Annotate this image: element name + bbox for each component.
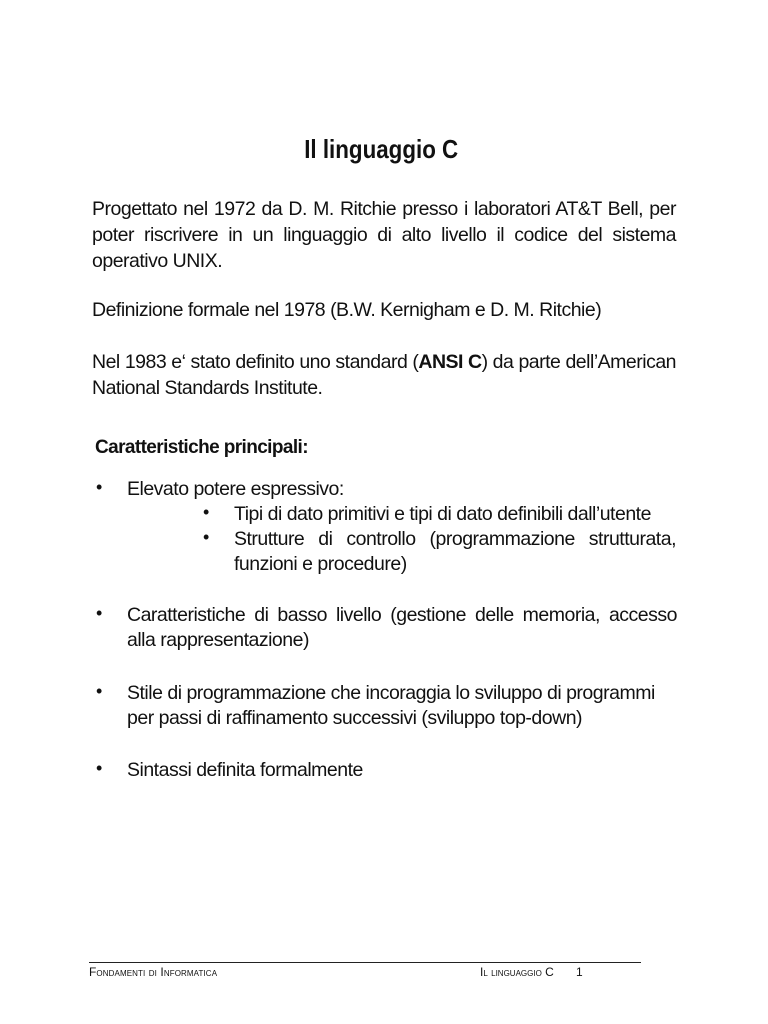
bullet-item: Sintassi definita formalmente xyxy=(127,759,363,781)
page-title: Il linguaggio C xyxy=(304,134,459,164)
bullet-item: Elevato potere espressivo: xyxy=(127,478,344,500)
bullet-marker: • xyxy=(96,603,103,623)
standard-paragraph xyxy=(92,349,676,401)
definition-paragraph: Definizione formale nel 1978 (B.W. Kernigham e D. M. Ritchie) xyxy=(92,299,602,321)
bullet-marker: • xyxy=(96,681,103,701)
bullet-item: Stile di programmazione che incoraggia lo sviluppo di programmi per passi di raffinamento successivi (sviluppo top-down) xyxy=(127,682,655,729)
footer-divider xyxy=(89,962,641,963)
footer-section-title: Il linguaggio C xyxy=(480,965,554,979)
ansi-c-emphasis: ANSI C xyxy=(418,351,482,373)
sub-bullet-item: Tipi di dato primitivi e tipi di dato definibili dall’utente xyxy=(234,503,651,525)
standard-text-after: ) da parte dell’American National Standards Institute. xyxy=(92,351,677,399)
bullet-marker: • xyxy=(96,477,103,497)
standard-text-before: Nel 1983 e‘ stato definito uno standard ( xyxy=(92,351,419,373)
footer-page-number: 1 xyxy=(576,965,583,979)
bullet-marker: • xyxy=(96,758,103,778)
sub-bullet-marker: • xyxy=(203,527,210,547)
footer-course-title: Fondamenti di Informatica xyxy=(89,965,218,979)
intro-paragraph: Progettato nel 1972 da D. M. Ritchie presso i laboratori AT&T Bell, per poter riscrivere in un linguaggio di alto livello il codice del sistema operativo UNIX. xyxy=(92,198,676,272)
section-heading: Caratteristiche principali: xyxy=(95,437,308,458)
sub-bullet-marker: • xyxy=(203,502,210,522)
sub-bullet-item: Strutture di controllo (programmazione strutturata, funzioni e procedure) xyxy=(234,528,676,575)
bullet-item: Caratteristiche di basso livello (gestione delle memoria, accesso alla rappresentazione) xyxy=(127,604,677,651)
